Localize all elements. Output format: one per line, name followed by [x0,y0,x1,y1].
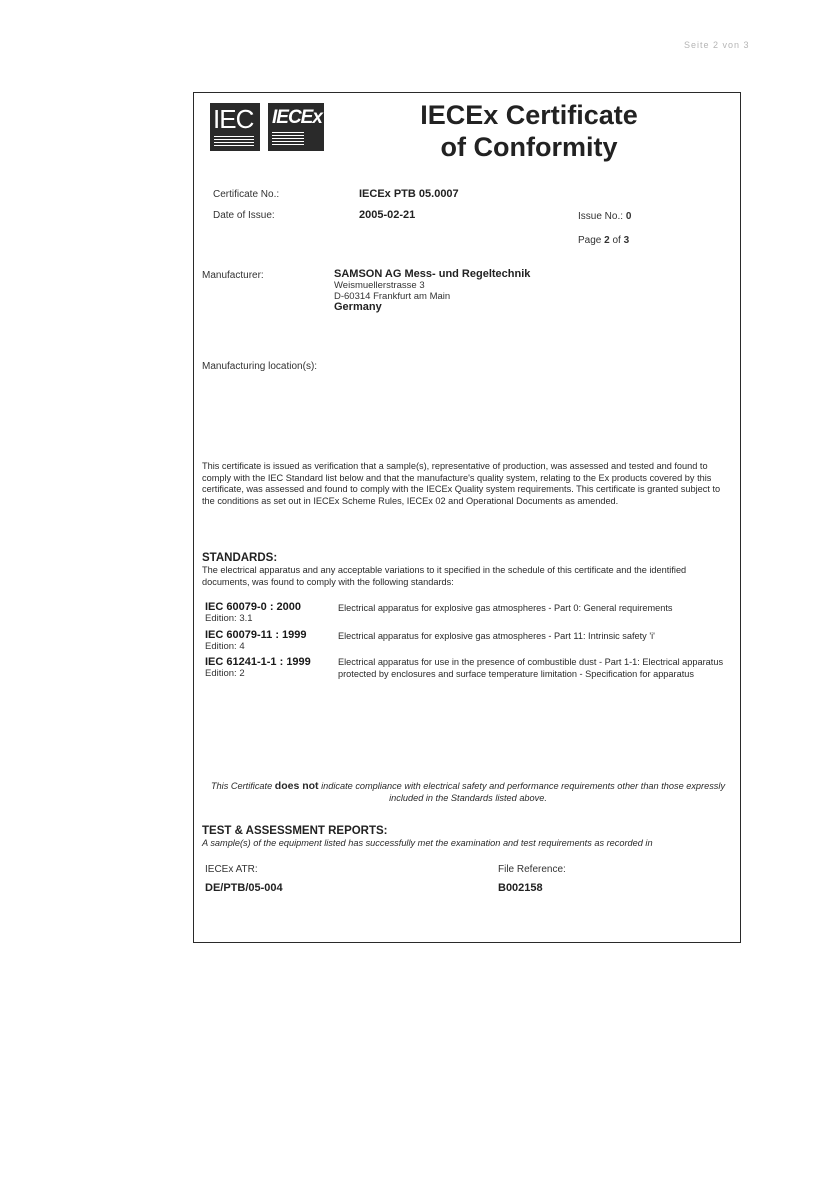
certificate-title [414,99,644,163]
atr-value: DE/PTB/05-004 [205,882,283,894]
page-total: 3 [623,235,630,246]
standard-item [205,656,311,679]
manufacturer-name: SAMSON AG Mess- und Regeltechnik [334,268,531,280]
manufacturer-city: D-60314 Frankfurt am Main [334,291,451,302]
date-label: Date of Issue: [213,210,275,221]
page-of: of [612,235,621,246]
standards-heading: STANDARDS: [202,552,278,564]
verification-paragraph: This certificate is issued as verification that a sample(s), representative of production, was assessed and tested and found to comply with the IEC Standard list below and that the manufacture's quality system, relating to the Ex products covered by this certificate, was assessed and found to comply with the IECEx Quality system requirements. This certificate is granted subject to the conditions as set out in IECEx Scheme Rules, IECEx 02 and Operational Documents as amended. [202,461,721,506]
page-label: Page [578,235,602,246]
certificate-frame [193,92,741,943]
standard-description: Electrical apparatus for explosive gas atmospheres - Part 11: Intrinsic safety 'i' [338,631,655,641]
standard-item [205,629,307,652]
standard-description: Electrical apparatus for explosive gas atmospheres - Part 0: General requirements [338,603,673,613]
page-indicator [578,235,629,246]
manufacturing-location-label: Manufacturing location(s): [202,361,318,372]
standard-edition: Edition: 3.1 [205,613,253,624]
standard-item [205,601,301,624]
standard-code: IEC 61241-1-1 : 1999 [205,656,311,668]
iec-logo [210,103,260,151]
file-reference-value: B002158 [498,882,543,894]
issue-no-label: Issue No.: [578,211,624,222]
standard-edition: Edition: 4 [205,641,245,652]
manufacturer-country: Germany [334,301,382,313]
manufacturer-street: Weismuellerstrasse 3 [334,280,425,291]
standard-code: IEC 60079-0 : 2000 [205,601,302,613]
standard-description: Electrical apparatus for use in the presence of combustible dust - Part 1-1: Electrical apparatus protected by enclosures and surface temperature limitation - Specification for apparatus [338,657,724,679]
iec-logo-bars [214,136,254,146]
iecex-logo-bars [272,132,304,146]
iecex-logo-text: IECEx [272,107,322,128]
certificate-no-value: IECEx PTB 05.0007 [359,188,459,200]
certificate-no-label: Certificate No.: [213,189,280,200]
atr-label: IECEx ATR: [205,864,258,875]
file-reference-label: File Reference: [498,864,566,875]
manufacturer-label: Manufacturer: [202,270,264,281]
manufacturer-block [334,269,530,313]
reports-intro: A sample(s) of the equipment listed has successfully met the examination and test requirements as recorded in [202,838,653,848]
title-line-2: of Conformity [440,132,618,162]
standard-code: IEC 60079-11 : 1999 [205,629,307,641]
issue-no-value: 0 [625,211,632,222]
iecex-logo [268,103,324,151]
date-value: 2005-02-21 [359,209,416,221]
title-line-1: IECEx Certificate [420,100,638,130]
compliance-disclaimer [208,781,728,804]
iec-logo-text: IEC [213,104,254,134]
issue-no [578,211,631,222]
disclaimer-emphasis: does not [274,780,319,792]
disclaimer-part-1: This Certificate [210,781,273,791]
page-current: 2 [604,235,610,246]
page-corner-mark: Seite 2 von 3 [684,40,750,50]
disclaimer-part-2: indicate compliance with electrical safety and performance requirements other than those expressly included in the Standards listed above. [321,781,726,803]
standards-intro: The electrical apparatus and any acceptable variations to it specified in the schedule of this certificate and the identified documents, was found to comply with the following standards: [202,565,687,587]
reports-heading: TEST & ASSESSMENT REPORTS: [202,825,388,837]
standard-edition: Edition: 2 [205,668,245,679]
